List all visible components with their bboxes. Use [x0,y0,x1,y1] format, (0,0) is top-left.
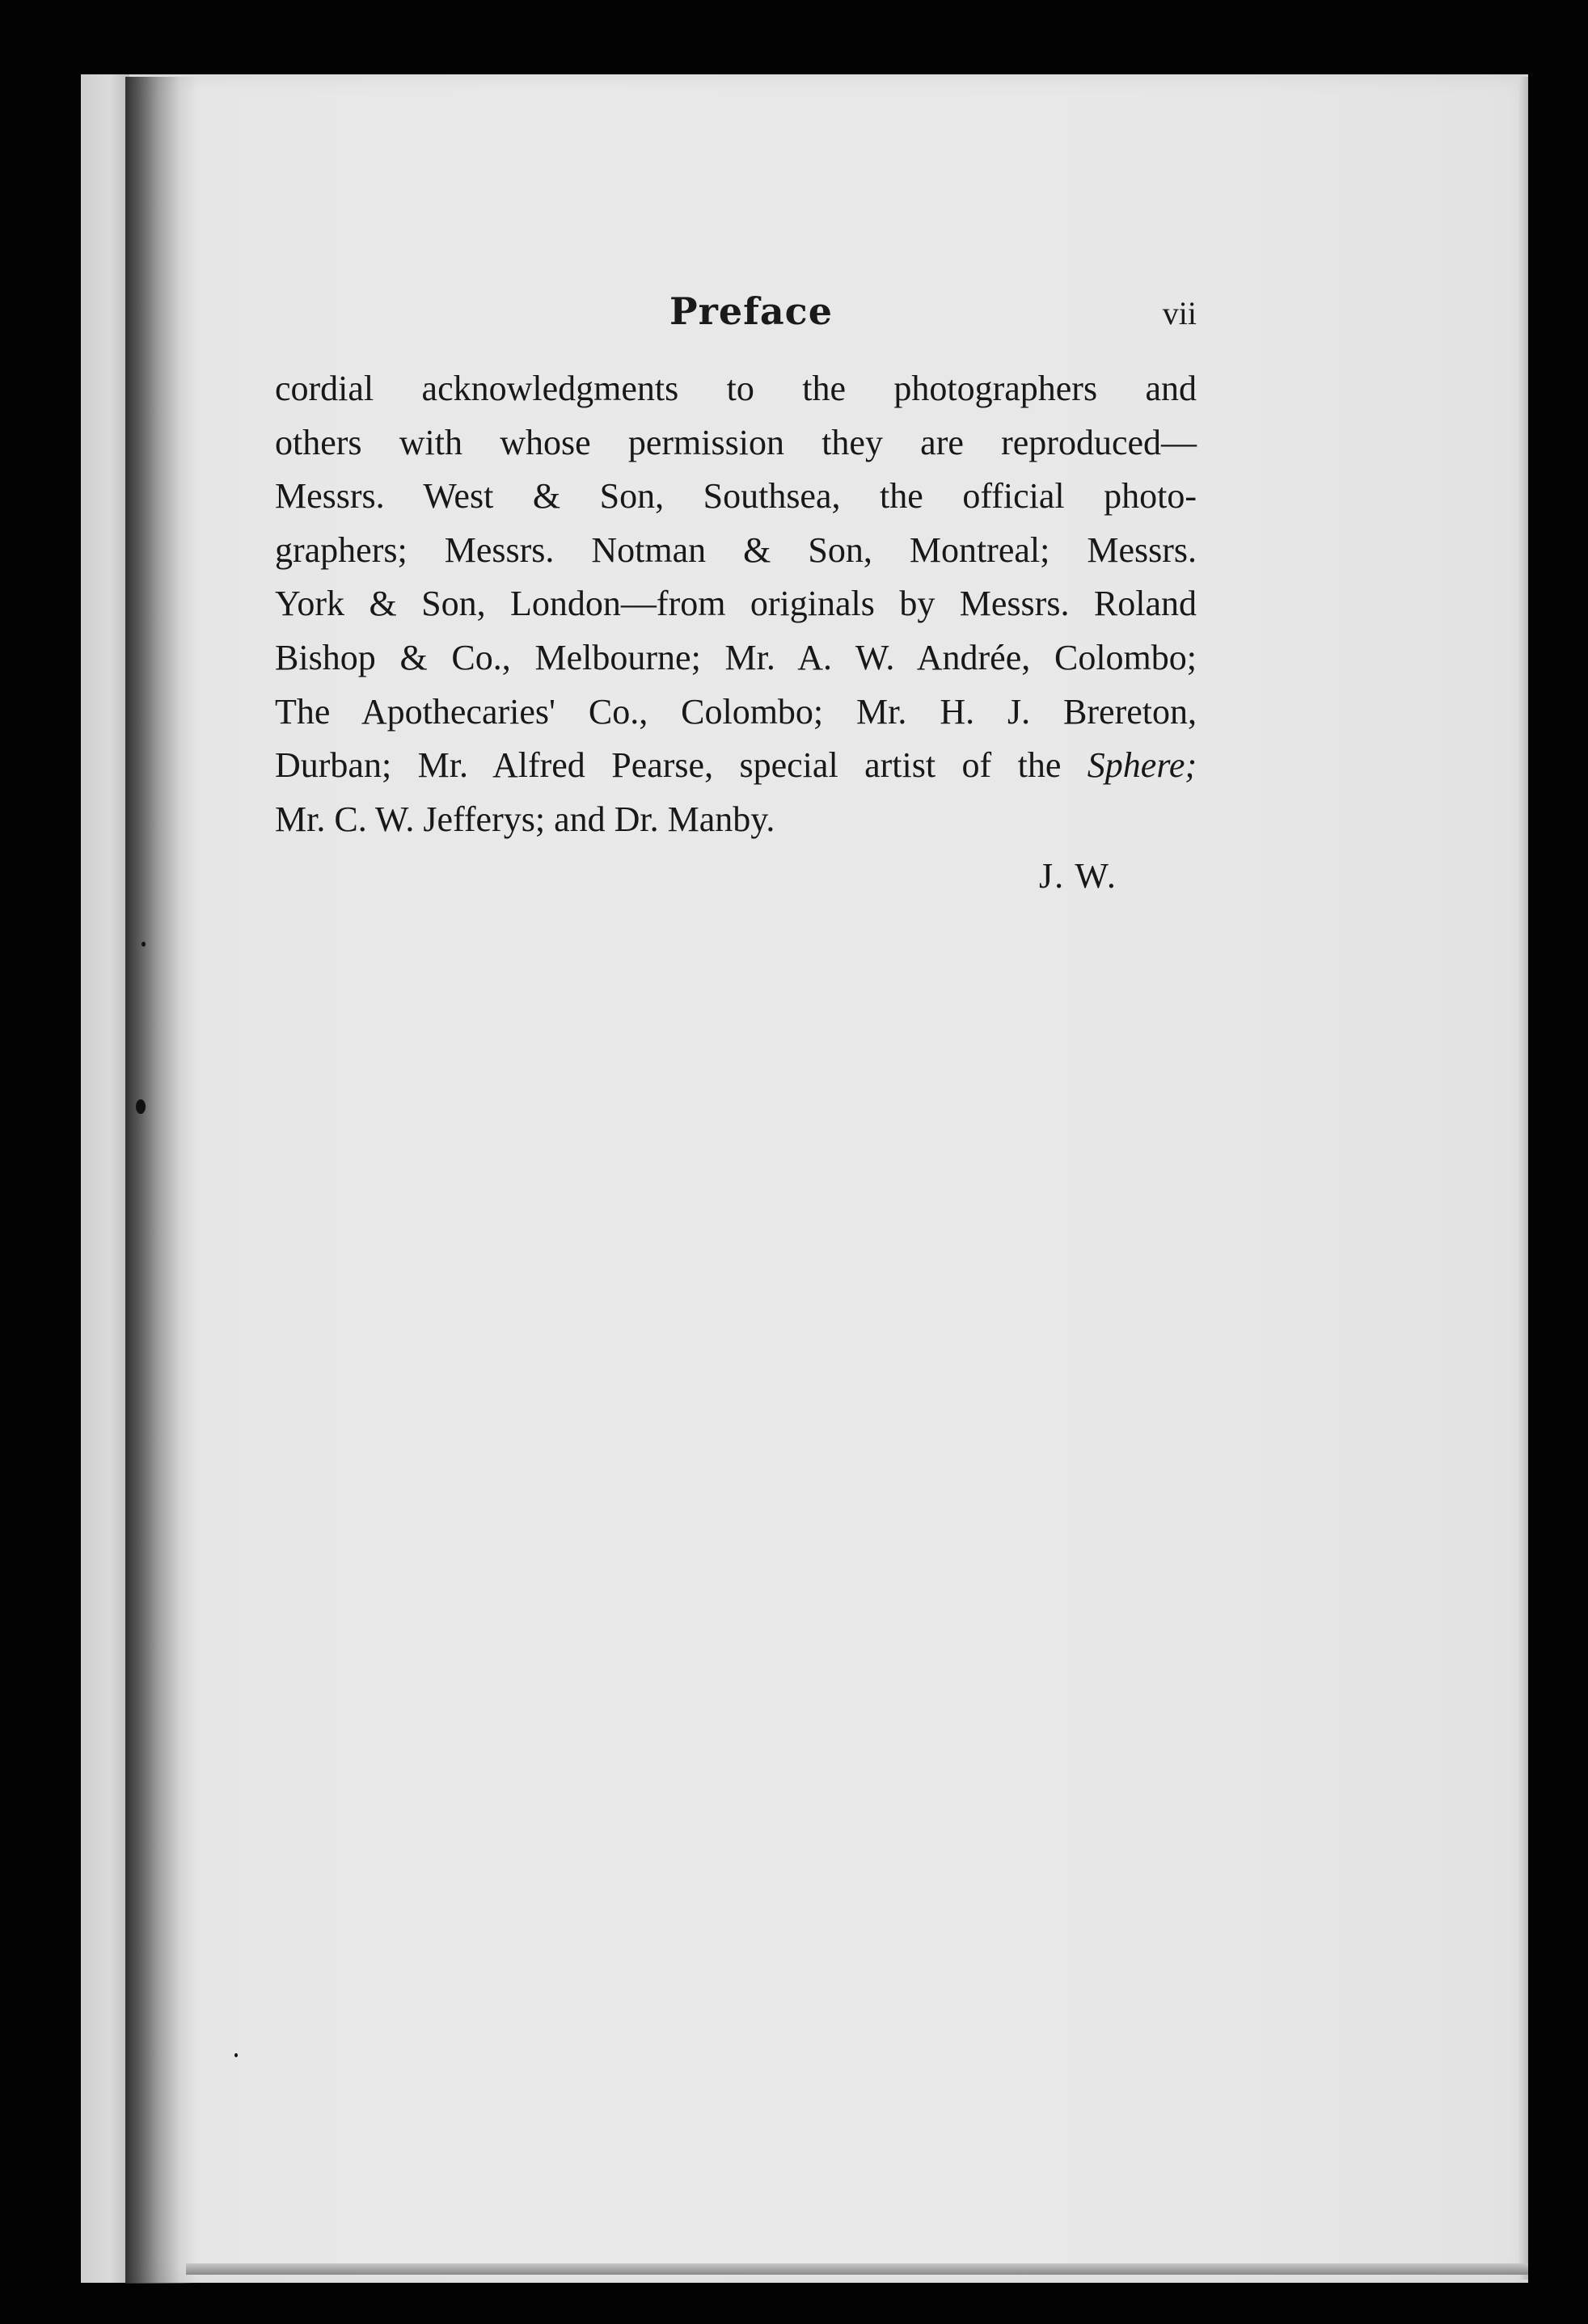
italic-periodical-name: Sphere; [1087,745,1197,786]
text-line: York & Son, London—from originals by Messrs. Roland [275,584,1197,624]
text-line-segment: Durban; Mr. Alfred Pearse, special artist of the [275,745,1062,786]
text-line: Mr. C. W. Jefferys; and Dr. Manby. [275,799,775,839]
preface-body-text [275,362,1197,846]
page-header [275,289,1197,346]
right-page-edge [1518,77,1528,2280]
text-line: The Apothecaries' Co., Colombo; Mr. H. J. Brereton, [275,691,1197,732]
author-initials-signature: J. W. [1039,856,1117,896]
text-line: Bishop & Co., Melbourne; Mr. A. W. Andrée, Colombo; [275,637,1197,677]
binding-gutter-shadow [125,77,198,2284]
page-number: vii [1162,295,1197,331]
text-line: cordial acknowledgments to the photographers and [275,369,1197,408]
ink-speck [136,1099,146,1114]
running-head-title: Preface [669,289,833,333]
left-page-edge [81,74,129,2283]
text-line: others with whose permission they are reproduced— [275,422,1197,462]
bottom-page-edge [186,2263,1528,2275]
text-line: graphers; Messrs. Notman & Son, Montreal; Messrs. [275,529,1197,570]
text-line-with-italic [275,739,1197,793]
ink-speck [234,2053,238,2057]
text-line: Messrs. West & Son, Southsea, the official photo- [275,476,1197,517]
ink-speck [141,942,146,947]
